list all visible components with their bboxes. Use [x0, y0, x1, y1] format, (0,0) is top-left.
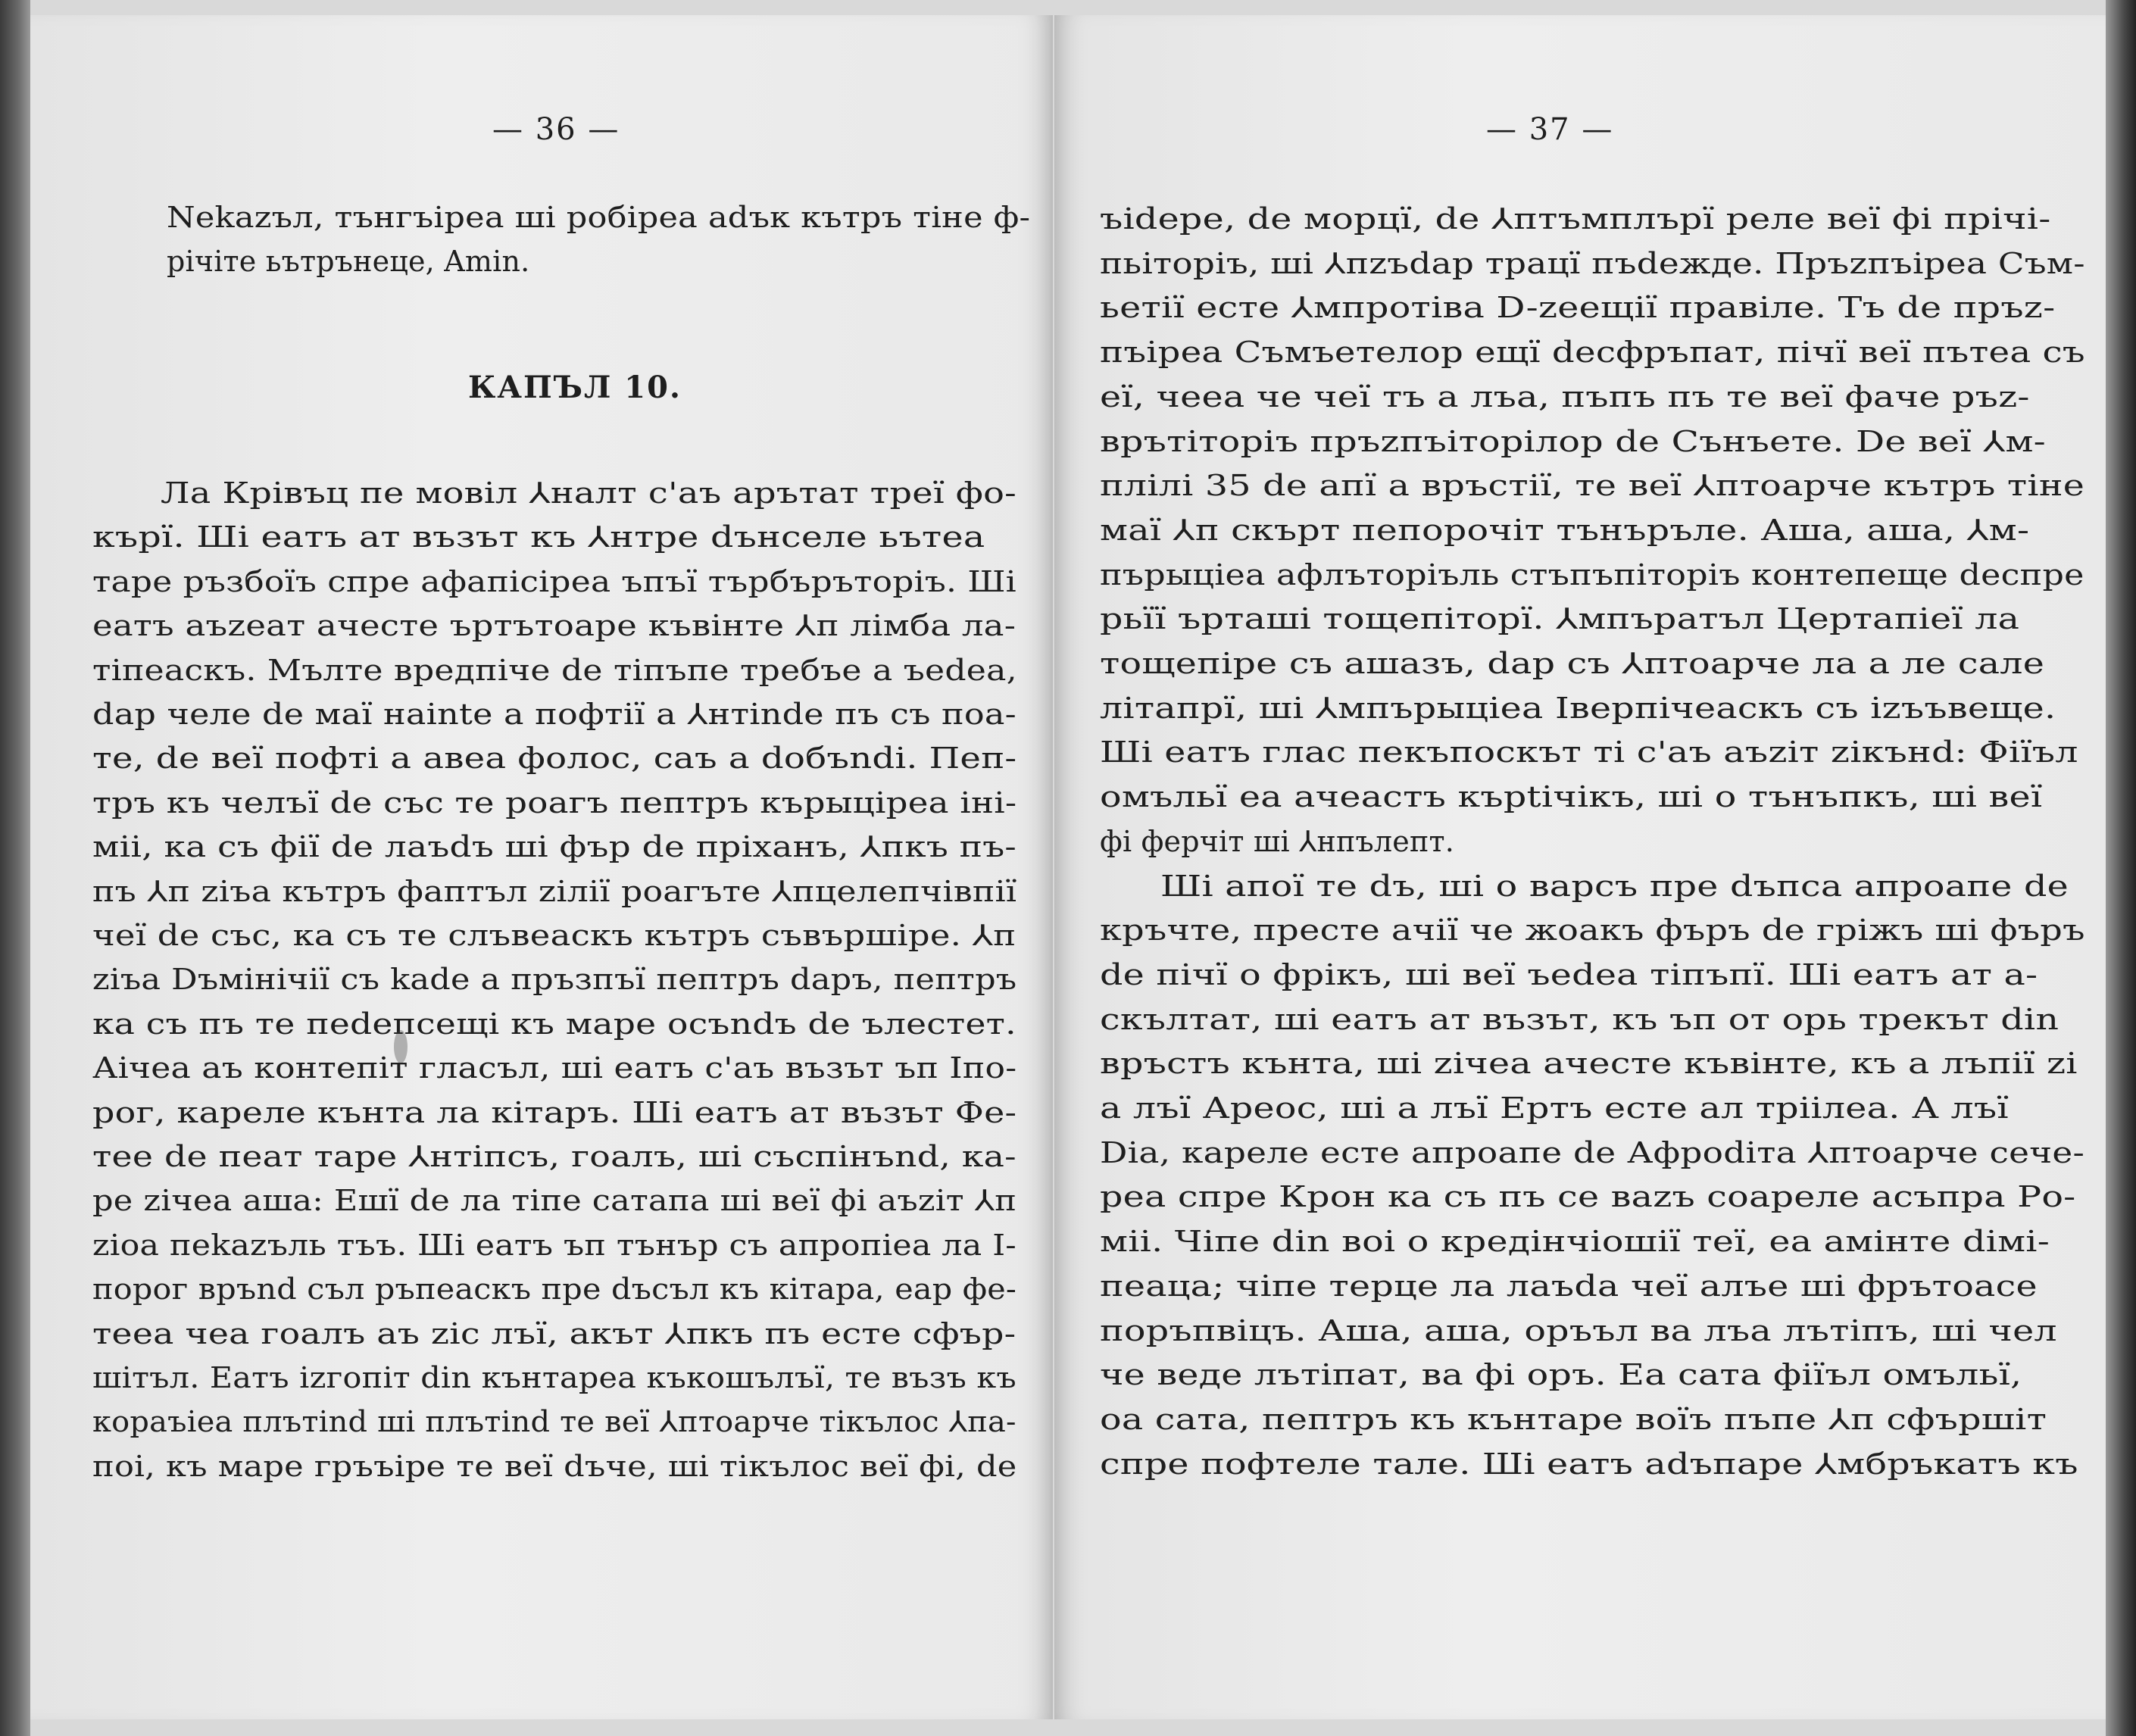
- text-line: плілі 35 de апї а връстії, те веї ⅄птоарче кътръ тіне: [1100, 469, 2085, 503]
- text-line: връстъ кънта, ші zічеа ачесте къвінте, къ а лъпії zі: [1100, 1047, 2078, 1081]
- text-line: таре ръзбоїъ спре афапісіреа ъпъї търбърътopiъ. Ші: [92, 564, 1016, 598]
- text-line: тръ къ челъї de със те роагъ пептръ кърыціреа іні-: [92, 785, 1017, 820]
- text-line: de пічї о фрікъ, ші веї ъеdеа тіпъпї. Ші еатъ ат а-: [1100, 957, 2038, 991]
- text-line: кърї. Ші еатъ ат възът къ ⅄нтре dънселе ьътеа: [92, 520, 985, 554]
- text-line: пъ ⅄п zіъа кътръ фаптъл zілії роагъте ⅄пцелепчівпії: [92, 874, 1017, 908]
- text-line: Nеkazъл, тънгъіреа ші робіреа adък кътръ тіне ф-: [167, 201, 1031, 234]
- text-line: поръпвіцъ. Аша, аша, оръъл ва лъа лътіпъ, ші чел: [1100, 1313, 2057, 1347]
- text-line: Ші еатъ глас пекъпоскът ті с'аъ аъzіт zікънd: Фіїъл: [1100, 735, 2078, 770]
- text-line: те, de веї пофті а авеа фолос, саъ а dобъndi. Пеп-: [92, 742, 1017, 776]
- page-number-36: — 36 —: [492, 112, 620, 147]
- text-line: Dіа, кареле есте апроапе de Афроdіта ⅄птоарче сече-: [1100, 1135, 2085, 1169]
- text-line: порог връnd съл ръпеаскъ пре dъсъл къ кітара, еар фе-: [92, 1272, 1017, 1307]
- left-page: [30, 15, 1053, 1719]
- chapter-heading: КАПЪЛ 10.: [468, 370, 682, 405]
- text-line: zіъа Dъмінічії съ kаde а пръзпъї пептръ dаръ, пептръ: [92, 963, 1017, 997]
- right-page: [1054, 15, 2106, 1719]
- paper-stain: [394, 1030, 408, 1063]
- book-edge-left: [0, 0, 30, 1736]
- text-line: чеї de със, ка съ те слъвеаскъ кътръ съвършіре. ⅄п: [92, 919, 1016, 952]
- text-line: еї, чеeа че чеї тъ а лъа, пъпъ пъ те веї фаче ръz-: [1100, 379, 2030, 414]
- text-line: ка съ пъ те пеdепсещі къ маре осъndъ de ълестет.: [92, 1007, 1016, 1041]
- page-number-37: — 37 —: [1486, 112, 1614, 147]
- book-edge-right: [2106, 0, 2136, 1736]
- text-line: а лъї Ареос, ші а лъї Ертъ есте ал тріілea. А лъї: [1100, 1091, 2009, 1125]
- text-line: пъіреа Съмъетелор ещї dесфръпат, пічї веї пътеа съ: [1100, 336, 2085, 370]
- text-line: рьїї ърташі тощепіторї. ⅄мпъратъл Цертапіеї ла: [1100, 602, 2020, 636]
- text-line: че вeдe лътіпат, ва фі оръ. Еа сата фіїъл омъльї,: [1100, 1358, 2022, 1392]
- text-line: теea чеа гоалъ аъ zіс лъї, акът ⅄пкъ пъ есте сфър-: [92, 1316, 1016, 1350]
- text-line: пеаца; чіпе терце ла лаъdа чеї алъе ші фрътоасе: [1100, 1269, 2038, 1303]
- text-line: міі. Чіпе din воі о кредінчіошії теї, еа амінте dімі-: [1100, 1225, 2050, 1259]
- text-line: ъіdере, de морцї, de ⅄птъмплърї реле веї фі прічі-: [1100, 202, 2051, 236]
- text-line: скълтат, ші еатъ ат възът, къ ъп от орь трекът din: [1100, 1002, 2059, 1036]
- text-line: пьіторіъ, ші ⅄пzъdар трацї пъdеждe. Пръzпъіреа Съм-: [1100, 246, 2085, 280]
- text-line: пърыціеа афлъторіъль стъпъпіторіъ контепеще dеспре: [1100, 557, 2084, 592]
- text-line: кораъіеа плътind ші плътind те веї ⅄птоарче тікълос ⅄па-: [92, 1405, 1016, 1439]
- text-line: dар челе de маї нaintе а пофтії а ⅄нтinde пъ съ поа-: [92, 698, 1016, 731]
- text-line: оа сата, пептръ къ кънтаре воїъ пъпе ⅄п сфършіт: [1100, 1402, 2047, 1436]
- text-line: омъльї еа ачеастъ кърtічікъ, ші о тънъпкъ, ші веї: [1100, 780, 2043, 814]
- text-line: ре zічеа аша: Ешї de ла тіпе сатапа ші веї фі аъzіт ⅄п: [92, 1184, 1017, 1218]
- text-line: еатъ аъzеат ачесте ъртътоаре къвінте ⅄п лімба ла-: [92, 609, 1016, 643]
- text-line: річіте ьътрънеце, Amin.: [167, 245, 530, 278]
- text-line: врътіторіъ пръzпъіторілор de Сънъете. De веї ⅄м-: [1100, 424, 2046, 458]
- text-line: zіоа пеkazъль тъъ. Ші еатъ ъп тънър съ апропіеа ла І-: [92, 1228, 1016, 1262]
- text-line: Ші апої те dъ, ші о варсъ пре dъпса апроапе de: [1160, 869, 2069, 903]
- text-line: спре пофтеле тале. Ші еатъ аdъпаре ⅄мбръкатъ къ: [1100, 1447, 2078, 1481]
- text-line: ьетії есте ⅄мпротіва D-zеещії правілe. Тъ de пръz-: [1100, 291, 2056, 325]
- text-line: літапрї, ші ⅄мпърыціеа Іверпічеаскъ съ іzъъвеще.: [1100, 691, 2056, 725]
- text-line: Ла Крівъц пе мовіл ⅄налт с'аъ арътат треї фо-: [161, 476, 1017, 510]
- text-line: реа спре Крон ка съ пъ се ваzъ соареле асъпра Ро-: [1100, 1180, 2076, 1214]
- text-line: тіпеаскъ. Мълте вредпіче de тіпъпе требъе а ъedеа,: [92, 653, 1017, 687]
- text-line: маї ⅄п скърт пепорочіт тънъръле. Аша, аша, ⅄м-: [1100, 513, 2030, 547]
- text-line: міі, ка съ фії de лаъdъ ші фър de пріханъ, ⅄пкъ пъ-: [92, 830, 1016, 864]
- text-line: фі ферчіт ші ⅄нпълепт.: [1100, 824, 1454, 858]
- text-line: тее de пеат таре ⅄нтіпсъ, гоалъ, ші съспінъnd, ка-: [92, 1140, 1016, 1173]
- text-line: Аічеа аъ контепіт гласъл, ші еатъ с'аъ възът ъп Іпо-: [92, 1051, 1017, 1085]
- text-line: поі, къ маре гръъіре те веї dъче, ші тікълос веї фі, de: [92, 1449, 1017, 1483]
- text-line: рог, кареле кънта ла кітаръ. Ші еатъ ат възът Фе-: [92, 1095, 1017, 1129]
- text-line: тощепіре съ ашазъ, dар съ ⅄птоарче ла а ле сале: [1100, 647, 2045, 680]
- text-line: кръчте, престе ачії че жоакъ фъръ de гріжъ ші фъръ: [1100, 913, 2085, 948]
- text-line: шітъл. Еатъ іzгопіт din кънтареа къкошълъї, те възъ къ: [92, 1361, 1016, 1394]
